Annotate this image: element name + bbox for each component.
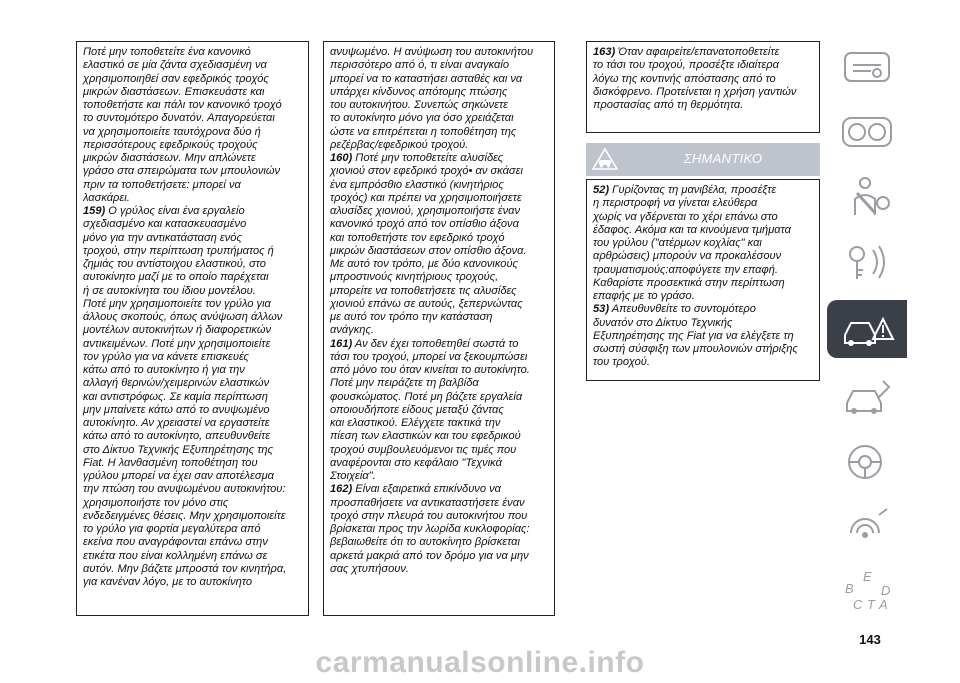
car-dashboard-icon bbox=[839, 43, 895, 91]
index-letter: D bbox=[881, 583, 891, 598]
text-line: οποιουδήποτε είδους μεταξύ ζάντας bbox=[330, 403, 504, 416]
text-line: γράσο στα σπειρώματα των μπουλονιών bbox=[83, 165, 281, 178]
text-line: 52) Γυρίζοντας τη μανιβέλα, προσέξτε bbox=[593, 184, 777, 196]
index-letter: T bbox=[867, 597, 875, 612]
text-line: μπορείτε να τοποθετήσετε τις αλυσίδες bbox=[330, 284, 517, 297]
text-line: ή σε αυτοκίνητα του ίδιου μοντέλου. bbox=[83, 284, 256, 297]
text-line: 160) Ποτέ μην τοποθετείτε αλυσίδες bbox=[330, 152, 504, 164]
warning-car-icon bbox=[592, 147, 618, 171]
multimedia-icon bbox=[839, 503, 895, 551]
text-line: του γρύλου ("ατέρμων κοχλίας" και bbox=[593, 237, 762, 249]
text-line: κάτω από το αυτοκίνητο, απευθυνθείτε bbox=[83, 430, 271, 443]
text-line: από μόνο του όταν κινείται το αυτοκίνητο. bbox=[330, 364, 530, 376]
text-line: Στοιχεία". bbox=[330, 470, 376, 482]
text-line: 159) Ο γρύλος είναι ένα εργαλείο bbox=[83, 205, 245, 217]
text-line: το τάσι του τροχού, προσέξτε ιδιαίτερα bbox=[593, 59, 779, 72]
text-line: 163) Όταν αφαιρείτε/επανατοποθετείτε bbox=[593, 46, 780, 58]
text-line: ανάγκης. bbox=[330, 324, 374, 337]
text-line: κανονικό τροχό από τον οπίσθιο άξονα bbox=[330, 218, 519, 231]
text-line: αντικειμένων. Ποτέ μην χρησιμοποιείτε bbox=[83, 337, 271, 350]
important-title: ΣΗΜΑΝΤΙΚΟ bbox=[683, 151, 763, 166]
text-line: αυτοκίνητο μαζί με το οποίο παρέχεται bbox=[83, 271, 269, 284]
text-line: χιονιού στον εφεδρικό τροχό• αν σκάσει bbox=[330, 165, 523, 178]
text-line: σχεδιασμένο και κατασκευασμένο bbox=[83, 218, 247, 231]
text-line: αυτοκίνητο. Αν χρειαστεί να εργαστείτε bbox=[83, 417, 270, 429]
note-number: 163) bbox=[593, 46, 616, 58]
text-line: ανυψωμένο. Η ανύψωση του αυτοκινήτου bbox=[330, 46, 534, 58]
index-letters-icon bbox=[839, 565, 895, 613]
tab-instruments[interactable] bbox=[827, 103, 907, 161]
note-number: 161) bbox=[330, 337, 353, 350]
note-number: 160) bbox=[330, 152, 353, 164]
text-line: άλλους σκοπούς, όπως ανύψωση άλλων bbox=[83, 311, 283, 323]
text-line: χωρίς να γδέρνεται το χέρι επάνω στο bbox=[593, 210, 778, 223]
important-banner bbox=[586, 143, 820, 176]
text-line: και αντιστρόφως. Σε καμία περίπτωση bbox=[83, 390, 268, 403]
text-line: χρησιμοποιήστε τον μόνο στις bbox=[83, 496, 229, 509]
note-number: 53) bbox=[593, 303, 610, 316]
index-letter: C bbox=[853, 597, 863, 612]
index-letter: A bbox=[879, 597, 888, 612]
seatbelt-person-icon bbox=[839, 173, 895, 221]
text-line: το αυτοκίνητο μόνο για όσο χρειάζεται bbox=[330, 112, 514, 125]
text-line: 162) Είναι εξαιρετικά επικίνδυνο να bbox=[330, 483, 501, 496]
text-line: τον γρύλο για να κάνετε επισκευές bbox=[83, 350, 249, 363]
wheel-steering-data-icon bbox=[839, 438, 895, 486]
tab-dashboard[interactable] bbox=[827, 38, 907, 96]
text-line: μοντέλων αυτοκινήτων ή διαφορετικών bbox=[83, 324, 272, 337]
text-line: ελαστικό σε μία ζάντα σχεδιασμένη να bbox=[83, 59, 267, 72]
text-line: τροχού, στην περίπτωση τρυπήματος ή bbox=[83, 244, 274, 257]
text-line: το γρύλο για φορτία μεγαλύτερα από bbox=[83, 523, 261, 535]
text-line: χρησιμοποιηθεί σαν εφεδρικός τροχός bbox=[83, 72, 269, 85]
note-number: 52) bbox=[593, 184, 610, 196]
tab-multimedia[interactable] bbox=[827, 498, 907, 556]
text-line: λασκάρει. bbox=[83, 191, 130, 204]
text-line: και τοποθετήστε τον εφεδρικό τροχό bbox=[330, 231, 505, 244]
tab-index[interactable] bbox=[827, 560, 907, 618]
text-line: ένα εμπρόσθιο ελαστικό (κινητήριος bbox=[330, 178, 504, 191]
tab-technical-data[interactable] bbox=[827, 433, 907, 491]
text-column-2 bbox=[323, 41, 555, 616]
text-line: προστασίας από τη θερμότητα. bbox=[593, 99, 744, 111]
text-line: τοποθετήστε και πάλι τον κανονικό τροχό bbox=[83, 99, 282, 111]
note-number: 162) bbox=[330, 483, 353, 496]
text-line: πριν τα τοποθετήσετε: μπορεί να bbox=[83, 178, 241, 191]
text-line: στο Δίκτυο Τεχνικής Εξυπηρέτησης της bbox=[83, 443, 273, 456]
text-line: μόνο για την αντικατάσταση ενός bbox=[83, 231, 242, 244]
text-line: Ποτέ μην χρησιμοποιείτε τον γρύλο για bbox=[83, 297, 271, 310]
text-line: αυτόν. Μην βάζετε μπροστά τον κινητήρα, bbox=[83, 562, 287, 575]
text-line: μικρών διαστάσεων. Μην απλώνετε bbox=[83, 152, 256, 164]
text-line: προσπαθήσετε να αντικαταστήσετε έναν bbox=[330, 496, 525, 509]
text-line: να χρησιμοποιείτε ταυτόχρονα δύο ή bbox=[83, 125, 261, 138]
text-line: ζημιάς του αντίστοιχου ελαστικού, στο bbox=[83, 258, 266, 270]
text-column-important bbox=[586, 179, 820, 381]
text-line: αναφέρονται στο κεφάλαιο "Τεχνικά bbox=[330, 456, 502, 469]
text-line: σας χτυπήσουν. bbox=[330, 562, 409, 575]
text-line: περισσότερους εφεδρικούς τροχούς bbox=[83, 138, 258, 151]
text-line: μικρών διαστάσεων. Επισκευάστε και bbox=[83, 85, 265, 98]
text-line: του αυτοκινήτου. Συνεπώς σηκώνετε bbox=[330, 99, 508, 111]
note-number: 159) bbox=[83, 205, 106, 217]
text-line: ενδεδειγμένες θέσεις. Μην χρησιμοποιείτε bbox=[83, 509, 286, 522]
text-line: χιονιού επάνω σε αυτούς, ξεπερνώντας bbox=[330, 297, 523, 310]
text-line: Καθαρίστε προσεκτικά στην περίπτωση bbox=[593, 276, 785, 289]
text-line: γρύλου μπορεί να έχει σαν αποτέλεσμα bbox=[83, 470, 274, 482]
index-letter: E bbox=[863, 569, 872, 584]
text-column-3 bbox=[586, 41, 820, 133]
text-line: φουσκώματος. Ποτέ μη βάζετε εργαλεία bbox=[330, 390, 523, 403]
text-line: ετικέτα που είναι κολλημένη επάνω σε bbox=[83, 549, 268, 562]
text-line: και ελαστικού. Ελέγχετε τακτικά την bbox=[330, 417, 501, 429]
text-column-1 bbox=[76, 41, 309, 616]
text-line: την πτώση του ανυψωμένου αυτοκινήτου: bbox=[83, 483, 286, 496]
text-line: αρθρώσεις) μπορούν να προκαλέσουν bbox=[593, 250, 782, 263]
text-line: έδαφος. Ακόμα και τα κινούμενα τμήματα bbox=[593, 223, 791, 236]
text-line: περισσότερο από ό, τι είναι αναγκαίο bbox=[330, 59, 509, 72]
tab-safety[interactable] bbox=[827, 168, 907, 226]
text-line: Εξυπηρέτησης της Fiat για να ελέγξετε τη bbox=[593, 329, 794, 342]
text-line: εκείνα που αναγράφονται επάνω στην bbox=[83, 536, 268, 549]
text-line: αρκετά μακριά από τον δρόμο για να μην bbox=[330, 549, 529, 562]
text-line: τροχός) και πρέπει να χρησιμοποιήσετε bbox=[330, 191, 522, 204]
emergency-warning-triangle-icon bbox=[839, 305, 895, 353]
text-line: μην μπαίνετε κάτω από το ανυψωμένο bbox=[83, 403, 270, 416]
text-line: βεβαιωθείτε ότι το αυτοκίνητο βρίσκεται bbox=[330, 536, 520, 549]
text-line: επαφής με το γράσο. bbox=[593, 290, 695, 302]
text-line: 161) Αν δεν έχει τοποθετηθεί σωστά το bbox=[330, 337, 519, 350]
maintenance-car-icon bbox=[839, 373, 895, 421]
text-line: βρίσκεται προς την λωρίδα κυκλοφορίας: bbox=[330, 523, 530, 535]
text-line: Ποτέ μην πειράζετε τη βαλβίδα bbox=[330, 377, 479, 390]
text-line: μπροστινούς κινητήριους τροχούς, bbox=[330, 271, 499, 284]
text-line: δισκόφρενο. Προτείνεται η χρήση γαντιών bbox=[593, 85, 797, 98]
text-line: λόγω της κοντινής απόστασης από το bbox=[593, 72, 776, 85]
index-letter: B bbox=[845, 581, 854, 596]
text-line: πίεση των ελαστικών και του εφεδρικού bbox=[330, 430, 521, 443]
text-line: αλλαγή θερινών/χειμερινών ελαστικών bbox=[83, 377, 270, 390]
text-line: τραυματισμούς:αποφύγετε την επαφή. bbox=[593, 263, 778, 276]
tab-starting[interactable] bbox=[827, 233, 907, 291]
text-line: Ποτέ μην τοποθετείτε ένα κανονικό bbox=[83, 46, 251, 58]
text-line: κάτω από το αυτοκίνητο ή για την bbox=[83, 364, 245, 376]
text-line: τροχού συμβουλευόμενοι τις τιμές που bbox=[330, 443, 517, 456]
text-line: το συντομότερο δυνατόν. Απαγορεύεται bbox=[83, 112, 275, 125]
text-line: του τροχού. bbox=[593, 356, 650, 369]
text-line: Με αυτό τον τρόπο, με δύο κανονικούς bbox=[330, 258, 518, 270]
text-line: η περιστροφή να γίνεται ελεύθερα bbox=[593, 197, 758, 210]
text-line: μπορεί να το καταστήσει ασταθές και να bbox=[330, 72, 523, 85]
text-line: τροχό στην πλευρά του αυτοκινήτου που bbox=[330, 509, 528, 522]
text-line: αλυσίδες χιονιού, χρησιμοποιήστε έναν bbox=[330, 205, 521, 217]
text-line: Fiat. Η λανθασμένη τοποθέτηση του bbox=[83, 456, 258, 469]
text-line: υπάρχει κίνδυνος απότομης πτώσης bbox=[330, 85, 508, 98]
tab-maintenance[interactable] bbox=[827, 368, 907, 426]
text-line: 53) Απευθυνθείτε το συντομότερο bbox=[593, 303, 756, 316]
text-line: ώστε να επιτρέπεται η τοποθέτηση της bbox=[330, 125, 517, 138]
key-start-icon bbox=[839, 238, 895, 286]
instrument-panel-icon bbox=[839, 108, 895, 156]
watermark: carmanualsonline.info bbox=[315, 646, 645, 679]
text-line: για κανέναν λόγο, με το αυτοκίνητο bbox=[83, 576, 252, 588]
chapter-sidebar bbox=[827, 38, 907, 618]
text-line: τάσι του τροχού, μπορεί να ξεκουμπώσει bbox=[330, 350, 528, 363]
text-line: με αυτό τον τρόπο την κατάσταση bbox=[330, 311, 493, 323]
text-line: μικρών διαστάσεων στον οπίσθιο άξονα. bbox=[330, 244, 527, 257]
text-line: δυνατόν στο Δίκτυο Τεχνικής bbox=[593, 316, 733, 329]
tab-emergency[interactable] bbox=[827, 300, 907, 358]
text-line: σωστή σύσφιξη των μπουλονιών στήριξης bbox=[593, 343, 798, 355]
page-number: 143 bbox=[859, 632, 881, 647]
text-line: ρεζέρβας/εφεδρικού τροχού. bbox=[330, 138, 469, 151]
